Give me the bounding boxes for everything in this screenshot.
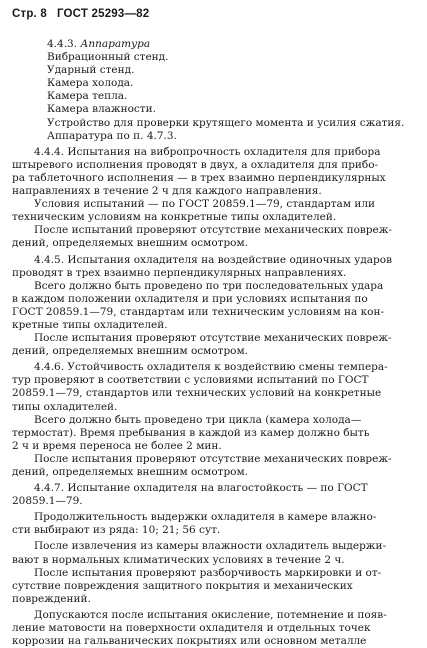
- paragraph: [12, 224, 410, 250]
- paragraph: [12, 280, 410, 332]
- text-line: дений, определяемых внешним осмотром.: [12, 345, 249, 358]
- text-line: Условия испытаний — по ГОСТ 20859.1—79, стандартам или: [34, 198, 375, 211]
- text-line: ГОСТ 20859.1—79, стандартам или техническим условиям на кон-: [12, 305, 385, 318]
- paragraph: [12, 453, 410, 479]
- text-line: тур проверяют в соответствии с условиями испытаний по ГОСТ: [12, 374, 369, 387]
- text-line: Всего должно быть проведено три цикла (камера холода—: [34, 413, 362, 426]
- equipment-item: Ударный стенд.: [47, 64, 135, 77]
- equipment-list: [12, 51, 410, 143]
- text-line: ра таблеточного исполнения — в трех взаимно перпендикулярных: [12, 171, 386, 184]
- text-line: Всего должно быть проведено по три последовательных удара: [34, 279, 384, 292]
- text-line: ление матовости на поверхности охладителя и отдельных точек: [12, 622, 371, 635]
- text-line: техническим условиям на конкретные типы охладителей.: [12, 211, 337, 224]
- text-line: направлениях в течение 2 ч для каждого направления.: [12, 185, 322, 198]
- paragraph: [12, 567, 410, 606]
- text-line: После испытания проверяют отсутствие механических повреж-: [34, 332, 392, 345]
- text-line: После испытаний проверяют отсутствие механических повреж-: [34, 224, 392, 237]
- text-line: сти выбирают из ряда: 10; 21; 56 сут.: [12, 524, 221, 537]
- text-line: штыревого исполнения проводят в двух, а охладителя для прибо-: [12, 158, 379, 171]
- paragraph: [12, 414, 410, 453]
- paragraph: [12, 198, 410, 224]
- equipment-item: Камера холода.: [47, 77, 134, 90]
- page-number-label: Стр. 8: [12, 8, 47, 20]
- document-body: [12, 38, 410, 648]
- section-heading: [12, 38, 410, 51]
- text-line: После испытания проверяют отсутствие механических повреж-: [34, 452, 392, 465]
- page-header: [12, 8, 149, 20]
- text-line: Продолжительность выдержки охладителя в камере влажно-: [34, 511, 377, 524]
- text-line: После извлечения из камеры влажности охладитель выдержи-: [34, 540, 387, 553]
- text-line: После испытания проверяют разборчивость маркировки и от-: [34, 566, 382, 579]
- text-line: в каждом положении охладителя и при условиях испытания по: [12, 292, 368, 305]
- equipment-item: Камера влажности.: [47, 103, 156, 116]
- text-line: 4.4.6. Устойчивость охладителя к воздействию смены темпера-: [34, 361, 388, 374]
- text-line: дений, определяемых внешним осмотром.: [12, 237, 249, 250]
- section-title: Аппаратура: [80, 38, 151, 50]
- text-line: вают в нормальных климатических условиях в течение 2 ч.: [12, 553, 345, 566]
- standard-designation: ГОСТ 25293—82: [56, 8, 150, 20]
- text-line: проводят в трех взаимно перпендикулярных направлениях.: [12, 266, 347, 279]
- equipment-item: Устройство для проверки крутящего момента и усилия сжатия.: [47, 116, 405, 129]
- text-line: повреждений.: [12, 592, 91, 605]
- text-line: дений, определяемых внешним осмотром.: [12, 466, 249, 478]
- text-line: коррозии на гальванических покрытиях или основном металле: [12, 635, 367, 648]
- paragraph: [12, 511, 410, 537]
- text-line: 20859.1—79, стандартов или технических условий на конкретные: [12, 387, 382, 400]
- text-line: 4.4.5. Испытания охладителя на воздействие одиночных ударов: [34, 253, 393, 266]
- paragraph: [12, 332, 410, 358]
- section-number: 4.4.3.: [47, 38, 78, 50]
- text-line: сутствие повреждения защитного покрытия и механических: [12, 579, 353, 592]
- paragraph: [12, 146, 410, 198]
- text-line: 4.4.7. Испытание охладителя на влагостойкость — по ГОСТ: [34, 482, 368, 495]
- text-line: 20859.1—79.: [12, 495, 83, 508]
- text-line: кретные типы охладителей.: [12, 318, 168, 331]
- equipment-item: Вибрационный стенд.: [47, 51, 169, 64]
- paragraph: [12, 361, 410, 413]
- text-line: типы охладителей.: [12, 400, 118, 413]
- equipment-item: Аппаратура по п. 4.7.3.: [47, 129, 177, 142]
- text-line: термостат). Время пребывания в каждой из камер должно быть: [12, 426, 370, 439]
- text-line: Допускаются после испытания окисление, потемнение и появ-: [34, 608, 387, 621]
- text-line: 2 ч и время переноса не более 2 мин.: [12, 439, 222, 452]
- paragraph: [12, 540, 410, 566]
- paragraph: [12, 482, 410, 508]
- paragraph: [12, 254, 410, 280]
- paragraph: [12, 609, 410, 648]
- text-line: 4.4.4. Испытания на вибропрочность охладителя для прибора: [34, 145, 381, 158]
- equipment-item: Камера тепла.: [47, 90, 128, 103]
